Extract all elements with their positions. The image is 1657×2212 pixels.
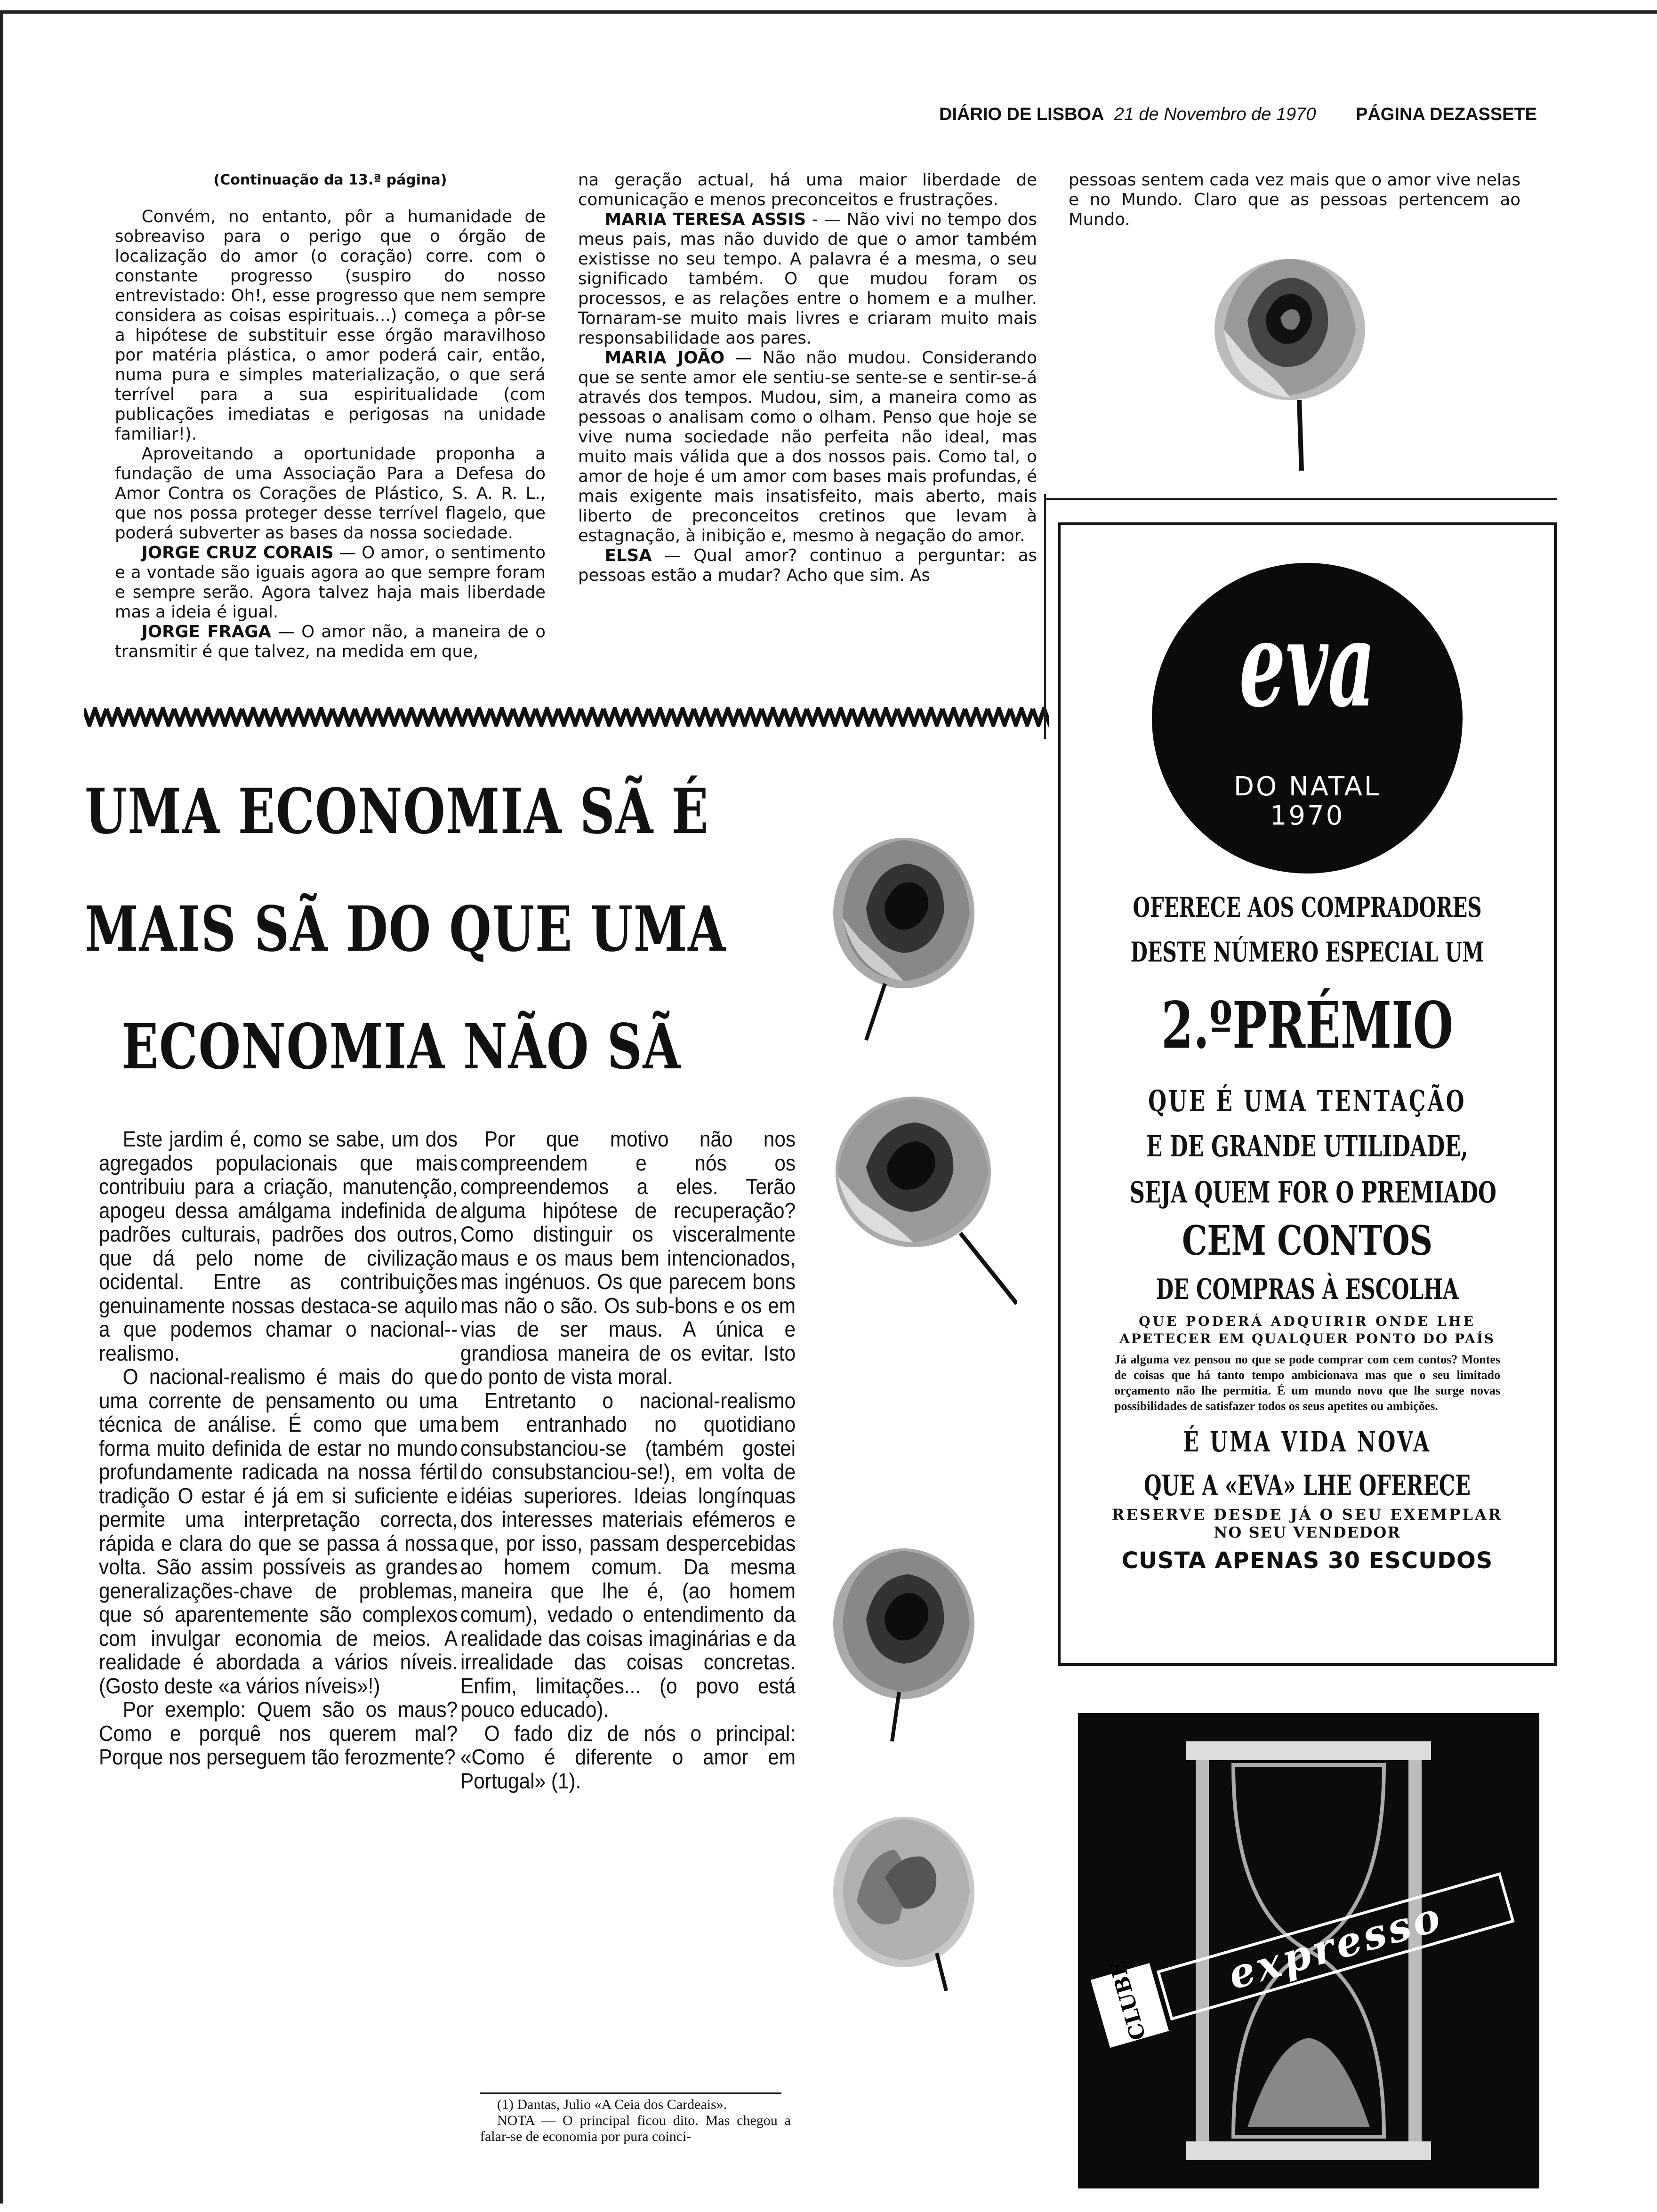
footnotes: [480, 2097, 791, 2145]
continuation-header: (Continuação da 13.ª página): [213, 172, 447, 188]
page-label: PÁGINA DEZASSETE: [1356, 104, 1537, 124]
ad-line: QUE A «EVA» LHE OFERECE: [1143, 1469, 1471, 1502]
masthead: [939, 104, 1537, 125]
paragraph: JORGE CRUZ CORAIS — O amor, o sentimento e a vontade são iguais agora ao que sempre foram e sempre serão. Agora talvez haja mais liberdade mas a ideia é igual.: [115, 543, 546, 622]
ad-small-text: Já alguma vez pensou no que se pode comprar com cem contos? Montes de coisas que há tanto tempo ambicionava mas que o seu limitado orçamento não lhe permitia. É um mundo novo que lhe surge novas possibilidades de satisfazer todos os seus apetites ou ambições.: [1114, 1353, 1500, 1413]
ad-line: E DE GRANDE UTILIDADE,: [1146, 1129, 1468, 1163]
paragraph: Entretanto o nacional-realismo bem entranhado no quotidiano consubstanciou-se (também gostei do consubstanciou-se!), em volta de idéias superiores. Ideias longínquas dos interesses materiais efémeros e que, por isso, passam despercebidas ao homem comum. Da mesma maneira que lhe é, (ao homem comum), vedado o entendimento da realidade das coisas imaginárias e da irrealidade das coisas concretas. Enfim, limitações... (o povo está pouco educado).: [460, 1388, 796, 1722]
ad-prize: 2.ºPRÉMIO: [1161, 988, 1454, 1063]
rose-image: [828, 1530, 979, 1746]
column-rule: [1046, 498, 1557, 500]
logo-subtitle: DO NATAL 1970: [1233, 771, 1381, 831]
ad-line: OFERECE AOS COMPRADORES: [1133, 891, 1482, 923]
paragraph: Por exemplo: Quem são os maus? Como e porquê nos querem mal? Porque nos perseguem tão ferozmente?: [99, 1697, 458, 1769]
ad-line: É UMA VIDA NOVA: [1183, 1426, 1432, 1459]
left-border: [0, 10, 3, 2204]
top-border: [0, 10, 1657, 14]
eva-logo: eva: [1239, 595, 1375, 733]
continuation-col-1: [115, 170, 546, 662]
paragraph: O fado diz de nós o principal: «Como é diferente o amor em Portugal» (1).: [460, 1721, 796, 1793]
footnote: NOTA — O principal ficou dito. Mas chegou a falar-se de economia por pura coinci-: [480, 2113, 791, 2144]
publication-date: 21 de Novembro de 1970: [1114, 104, 1316, 124]
speaker-name: ELSA: [604, 546, 652, 565]
rose-image: [1205, 235, 1375, 480]
article-col-1: [99, 1127, 457, 1769]
headline-line: UMA ECONOMIA SÃ É: [85, 775, 709, 848]
publication-name: DIÁRIO DE LISBOA: [939, 104, 1104, 124]
article-headline: [85, 753, 805, 1106]
paragraph: Aproveitando a oportunidade proponha a fundação de uma Associação Para a Defesa do Amor Contra os Corações de Plástico, S. A. R. L., que nos possa proteger desse terrível flagelo, que poderá subverter as bases da nossa sociedade.: [115, 444, 546, 543]
speaker-name: JORGE FRAGA: [141, 622, 272, 641]
paragraph: MARIA JOÃO — Não não mudou. Considerando que se sente amor ele sentiu-se sente-se e sentir-se-á através dos tempos. Mudou, sim, a maneira como as pessoas o analisam como o olham. Penso que hoje se vive numa sociedade não perfeita não ideal, mas muito mais válida que a dos nossos pais. Como tal, o amor de hoje é um amor com bases mais profundas, é mais exigente mais insatisfeito, mais aberto, mais liberto de preconceitos cretinos que levam à estagnação, à inibição e, mesmo à negação do amor.: [578, 348, 1038, 545]
paragraph: Por que motivo não nos compreendem e nós os compreendemos a eles. Terão alguma hipótese de recuperação? Como distinguir os visceralmente maus e os maus bem intencionados, mas ingénuos. Os que parecem bons mas não o são. Os sub-bons e os em vias de ser maus. A única e grandiosa maneira de os evitar. Isto do ponto de vista moral.: [460, 1127, 796, 1389]
ad-line: CEM CONTOS: [1182, 1217, 1433, 1265]
ad-line: APETECER EM QUALQUER PONTO DO PAÍS: [1119, 1331, 1496, 1346]
speaker-name: MARIA TERESA ASSIS: [604, 210, 806, 229]
rose-image: [828, 1082, 1017, 1308]
paragraph: JORGE FRAGA — O amor não, a maneira de o transmitir é que talvez, na medida em que,: [115, 622, 546, 661]
ad-line: RESERVE DESDE JÁ O SEU EXEMPLAR: [1111, 1506, 1503, 1523]
ad-line: QUE PODERÁ ADQUIRIR ONDE LHE: [1139, 1314, 1476, 1329]
clube-expresso-ad: [1078, 1713, 1539, 2188]
headline-line: ECONOMIA NÃO SÃ: [121, 1010, 681, 1083]
ad-line: NO SEU VENDEDOR: [1214, 1523, 1401, 1541]
zigzag-divider: [84, 707, 1049, 727]
continuation-col-3: [1069, 170, 1520, 230]
headline-line: MAIS SÃ DO QUE UMA: [85, 893, 726, 966]
eva-advertisement: [1058, 522, 1557, 1666]
rose-image: [828, 819, 979, 1045]
clube-label: CLUBE expresso: [1091, 1863, 1517, 2048]
rose-image: [828, 1798, 979, 1996]
ad-price: CUSTA APENAS 30 ESCUDOS: [1121, 1547, 1493, 1574]
paragraph: na geração actual, há uma maior liberdade de comunicação e menos preconceitos e frustrações.: [578, 170, 1037, 209]
article-col-2: [460, 1127, 796, 1793]
paragraph: pessoas sentem cada vez mais que o amor vive nelas e no Mundo. Claro que as pessoas pertencem ao Mundo.: [1069, 170, 1520, 229]
ad-line: SEJA QUEM FOR O PREMIADO: [1129, 1175, 1496, 1210]
footnote-rule: [480, 2092, 781, 2094]
ad-line: DE COMPRAS À ESCOLHA: [1156, 1273, 1459, 1306]
ad-line: QUE É UMA TENTAÇÃO: [1148, 1084, 1466, 1118]
paragraph: Convém, no entanto, pôr a humanidade de sobreaviso para o perigo que o órgão de localização do amor (o coração) corre. com o constante progresso (suspiro do nosso entrevistado: Oh!, esse progresso que nem sempre considera as coisas espirituais...) começa a pôr-se a hipótese de substituir esse órgão maravilhoso por matéria plástica, o amor poderá cair, então, numa pura e simples materialização, o que será terrível para a sua espiritualidade (com publicações imediatas e perigosas na unidade familiar!).: [115, 207, 546, 444]
paragraph: MARIA TERESA ASSIS - — Não vivi no tempo dos meus pais, mas não duvido de que o amor também existisse no seu tempo. A palavra é a mesma, o seu significado também. O que mudou foram os processos, e as relações entre o homem e a mulher. Tornaram-se muito mais livres e criaram muito mais responsabilidade aos pares.: [578, 210, 1037, 348]
column-rule: [1044, 494, 1046, 739]
footnote: (1) Dantas, Julio «A Ceia dos Cardeais».: [497, 2097, 727, 2112]
paragraph: O nacional-realismo é mais do que uma corrente de pensamento ou uma técnica de análise. É como que uma forma muito definida de estar no mundo profundamente radicada na nossa fértil tradição O estar é já em si suficiente e permite uma interpretação correcta, rápida e clara do que se passa á nossa volta. São assim possíveis as grandes generalizações-chave de problemas, que só aparentemente são complexos com invulgar economia de meios. A realidade é abordada a vários níveis. (Gosto deste «a vários níveis»!): [99, 1364, 458, 1698]
continuation-col-2: [578, 170, 1037, 585]
paragraph: ELSA — Qual amor? continuo a perguntar: as pessoas estão a mudar? Acho que sim. As: [578, 546, 1037, 585]
speaker-name: JORGE CRUZ CORAIS: [141, 543, 334, 562]
speaker-name: MARIA JOÃO: [604, 348, 725, 368]
eva-logo-circle: [1152, 563, 1463, 874]
ad-line: DESTE NÚMERO ESPECIAL UM: [1130, 936, 1484, 968]
paragraph: Este jardim é, como se sabe, um dos agregados populacionais que mais contribuiu para a criação, manutenção, apogeu dessa amálgama indefinida de padrões culturais, padrões dos outros, que dá pelo nome de civilização ocidental. Entre as contribuições genuinamente nossas destaca-se aquilo a que podemos chamar o nacional--realismo.: [99, 1127, 458, 1365]
